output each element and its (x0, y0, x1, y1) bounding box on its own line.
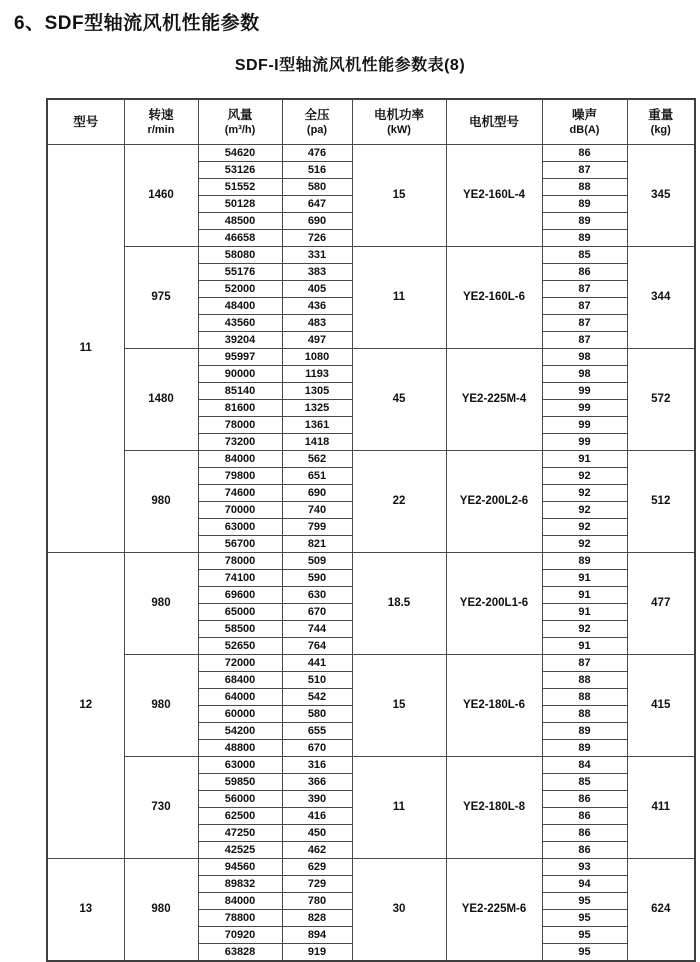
document-title: 6、SDF型轴流风机性能参数 (14, 13, 260, 34)
noise-cell: 95 (542, 927, 627, 944)
noise-cell: 99 (542, 434, 627, 451)
noise-cell: 91 (542, 587, 627, 604)
airflow-cell: 48800 (198, 740, 282, 757)
airflow-cell: 62500 (198, 808, 282, 825)
performance-table (46, 98, 696, 962)
noise-cell: 95 (542, 893, 627, 910)
table-row (47, 451, 695, 468)
pressure-cell: 647 (282, 196, 352, 213)
header-row (47, 99, 695, 145)
noise-cell: 89 (542, 230, 627, 247)
pressure-cell: 366 (282, 774, 352, 791)
airflow-cell: 70000 (198, 502, 282, 519)
noise-cell: 88 (542, 689, 627, 706)
airflow-cell: 78800 (198, 910, 282, 927)
pressure-cell: 894 (282, 927, 352, 944)
pressure-cell: 390 (282, 791, 352, 808)
column-header-label: 风量 (227, 107, 253, 122)
noise-cell: 93 (542, 859, 627, 876)
pressure-cell: 690 (282, 485, 352, 502)
power-cell: 11 (352, 247, 446, 349)
column-header-noise (542, 99, 627, 145)
noise-cell: 98 (542, 349, 627, 366)
airflow-cell: 56700 (198, 536, 282, 553)
table-row (47, 553, 695, 570)
motor-cell: YE2-200L2-6 (446, 451, 542, 553)
airflow-cell: 55176 (198, 264, 282, 281)
column-header-label: 型号 (73, 114, 99, 129)
power-cell: 11 (352, 757, 446, 859)
weight-cell: 624 (627, 859, 695, 962)
column-header-power (352, 99, 446, 145)
column-header-speed (124, 99, 198, 145)
noise-cell: 91 (542, 451, 627, 468)
noise-cell: 98 (542, 366, 627, 383)
pressure-cell: 744 (282, 621, 352, 638)
airflow-cell: 95997 (198, 349, 282, 366)
column-header-label: 电机型号 (468, 114, 519, 129)
airflow-cell: 90000 (198, 366, 282, 383)
model-cell: 12 (47, 553, 124, 859)
pressure-cell: 655 (282, 723, 352, 740)
column-header-unit: r/min (147, 123, 175, 136)
noise-cell: 85 (542, 247, 627, 264)
column-header-label: 全压 (304, 107, 330, 122)
airflow-cell: 70920 (198, 927, 282, 944)
airflow-cell: 63828 (198, 944, 282, 962)
airflow-cell: 84000 (198, 893, 282, 910)
pressure-cell: 562 (282, 451, 352, 468)
pressure-cell: 670 (282, 740, 352, 757)
motor-cell: YE2-160L-4 (446, 145, 542, 247)
pressure-cell: 670 (282, 604, 352, 621)
airflow-cell: 39204 (198, 332, 282, 349)
noise-cell: 92 (542, 536, 627, 553)
pressure-cell: 436 (282, 298, 352, 315)
pressure-cell: 580 (282, 706, 352, 723)
airflow-cell: 56000 (198, 791, 282, 808)
noise-cell: 88 (542, 706, 627, 723)
pressure-cell: 316 (282, 757, 352, 774)
pressure-cell: 497 (282, 332, 352, 349)
table-row (47, 655, 695, 672)
weight-cell: 572 (627, 349, 695, 451)
pressure-cell: 1080 (282, 349, 352, 366)
noise-cell: 89 (542, 740, 627, 757)
airflow-cell: 58500 (198, 621, 282, 638)
airflow-cell: 52000 (198, 281, 282, 298)
airflow-cell: 48400 (198, 298, 282, 315)
pressure-cell: 405 (282, 281, 352, 298)
motor-cell: YE2-180L-6 (446, 655, 542, 757)
noise-cell: 87 (542, 315, 627, 332)
weight-cell: 477 (627, 553, 695, 655)
motor-cell: YE2-180L-8 (446, 757, 542, 859)
noise-cell: 87 (542, 655, 627, 672)
pressure-cell: 690 (282, 213, 352, 230)
pressure-cell: 331 (282, 247, 352, 264)
airflow-cell: 78000 (198, 417, 282, 434)
power-cell: 30 (352, 859, 446, 962)
pressure-cell: 580 (282, 179, 352, 196)
model-cell: 13 (47, 859, 124, 962)
noise-cell: 86 (542, 791, 627, 808)
table-row (47, 859, 695, 876)
airflow-cell: 53126 (198, 162, 282, 179)
column-header-label: 转速 (148, 107, 174, 122)
pressure-cell: 780 (282, 893, 352, 910)
pressure-cell: 383 (282, 264, 352, 281)
column-header-unit: (pa) (306, 123, 328, 136)
weight-cell: 411 (627, 757, 695, 859)
noise-cell: 87 (542, 281, 627, 298)
airflow-cell: 50128 (198, 196, 282, 213)
noise-cell: 95 (542, 944, 627, 962)
noise-cell: 91 (542, 604, 627, 621)
table-header (47, 99, 695, 145)
noise-cell: 87 (542, 332, 627, 349)
airflow-cell: 54620 (198, 145, 282, 162)
speed-cell: 980 (124, 451, 198, 553)
noise-cell: 86 (542, 264, 627, 281)
noise-cell: 87 (542, 162, 627, 179)
pressure-cell: 516 (282, 162, 352, 179)
pressure-cell: 821 (282, 536, 352, 553)
pressure-cell: 483 (282, 315, 352, 332)
speed-cell: 1480 (124, 349, 198, 451)
airflow-cell: 59850 (198, 774, 282, 791)
column-header-label: 电机功率 (373, 107, 424, 122)
power-cell: 22 (352, 451, 446, 553)
airflow-cell: 81600 (198, 400, 282, 417)
column-header-weight (627, 99, 695, 145)
noise-cell: 91 (542, 570, 627, 587)
noise-cell: 88 (542, 179, 627, 196)
airflow-cell: 94560 (198, 859, 282, 876)
airflow-cell: 48500 (198, 213, 282, 230)
pressure-cell: 828 (282, 910, 352, 927)
airflow-cell: 43560 (198, 315, 282, 332)
airflow-cell: 65000 (198, 604, 282, 621)
pressure-cell: 476 (282, 145, 352, 162)
noise-cell: 99 (542, 400, 627, 417)
airflow-cell: 58080 (198, 247, 282, 264)
noise-cell: 86 (542, 808, 627, 825)
airflow-cell: 63000 (198, 519, 282, 536)
airflow-cell: 64000 (198, 689, 282, 706)
table-row (47, 349, 695, 366)
airflow-cell: 73200 (198, 434, 282, 451)
pressure-cell: 1361 (282, 417, 352, 434)
weight-cell: 344 (627, 247, 695, 349)
pressure-cell: 590 (282, 570, 352, 587)
pressure-cell: 1305 (282, 383, 352, 400)
column-header-model (47, 99, 124, 145)
pressure-cell: 799 (282, 519, 352, 536)
airflow-cell: 79800 (198, 468, 282, 485)
table-title: SDF-I型轴流风机性能参数表(8) (234, 57, 466, 74)
airflow-cell: 85140 (198, 383, 282, 400)
pressure-cell: 1325 (282, 400, 352, 417)
noise-cell: 89 (542, 723, 627, 740)
noise-cell: 91 (542, 638, 627, 655)
motor-cell: YE2-225M-6 (446, 859, 542, 962)
noise-cell: 89 (542, 196, 627, 213)
airflow-cell: 89832 (198, 876, 282, 893)
performance-table-wrapper (46, 98, 696, 962)
airflow-cell: 84000 (198, 451, 282, 468)
pressure-cell: 740 (282, 502, 352, 519)
airflow-cell: 69600 (198, 587, 282, 604)
pressure-cell: 764 (282, 638, 352, 655)
column-header-unit: (m³/h) (224, 123, 256, 136)
speed-cell: 1460 (124, 145, 198, 247)
noise-cell: 99 (542, 383, 627, 400)
pressure-cell: 1418 (282, 434, 352, 451)
pressure-cell: 630 (282, 587, 352, 604)
pressure-cell: 629 (282, 859, 352, 876)
column-header-unit: (kg) (650, 123, 671, 136)
pressure-cell: 509 (282, 553, 352, 570)
motor-cell: YE2-200L1-6 (446, 553, 542, 655)
column-header-unit: (kW) (387, 123, 411, 136)
power-cell: 45 (352, 349, 446, 451)
airflow-cell: 78000 (198, 553, 282, 570)
noise-cell: 92 (542, 519, 627, 536)
pressure-cell: 416 (282, 808, 352, 825)
motor-cell: YE2-225M-4 (446, 349, 542, 451)
airflow-cell: 68400 (198, 672, 282, 689)
airflow-cell: 42525 (198, 842, 282, 859)
table-row (47, 247, 695, 264)
noise-cell: 95 (542, 910, 627, 927)
noise-cell: 86 (542, 825, 627, 842)
airflow-cell: 72000 (198, 655, 282, 672)
power-cell: 15 (352, 655, 446, 757)
pressure-cell: 542 (282, 689, 352, 706)
airflow-cell: 63000 (198, 757, 282, 774)
column-header-label: 重量 (648, 107, 674, 122)
noise-cell: 99 (542, 417, 627, 434)
noise-cell: 86 (542, 842, 627, 859)
airflow-cell: 60000 (198, 706, 282, 723)
table-row (47, 145, 695, 162)
speed-cell: 980 (124, 655, 198, 757)
model-cell: 11 (47, 145, 124, 553)
table-body (47, 145, 695, 962)
noise-cell: 92 (542, 485, 627, 502)
table-row (47, 757, 695, 774)
noise-cell: 87 (542, 298, 627, 315)
airflow-cell: 46658 (198, 230, 282, 247)
pressure-cell: 450 (282, 825, 352, 842)
airflow-cell: 51552 (198, 179, 282, 196)
speed-cell: 975 (124, 247, 198, 349)
pressure-cell: 1193 (282, 366, 352, 383)
weight-cell: 345 (627, 145, 695, 247)
weight-cell: 415 (627, 655, 695, 757)
noise-cell: 84 (542, 757, 627, 774)
pressure-cell: 510 (282, 672, 352, 689)
noise-cell: 85 (542, 774, 627, 791)
column-header-airflow (198, 99, 282, 145)
column-header-unit: dB(A) (569, 123, 600, 136)
pressure-cell: 726 (282, 230, 352, 247)
column-header-label: 噪声 (571, 107, 597, 122)
column-header-pressure (282, 99, 352, 145)
pressure-cell: 462 (282, 842, 352, 859)
noise-cell: 88 (542, 672, 627, 689)
noise-cell: 86 (542, 145, 627, 162)
pressure-cell: 441 (282, 655, 352, 672)
noise-cell: 89 (542, 553, 627, 570)
noise-cell: 94 (542, 876, 627, 893)
noise-cell: 92 (542, 468, 627, 485)
weight-cell: 512 (627, 451, 695, 553)
noise-cell: 92 (542, 621, 627, 638)
motor-cell: YE2-160L-6 (446, 247, 542, 349)
airflow-cell: 54200 (198, 723, 282, 740)
pressure-cell: 651 (282, 468, 352, 485)
noise-cell: 89 (542, 213, 627, 230)
column-header-motor (446, 99, 542, 145)
speed-cell: 980 (124, 553, 198, 655)
power-cell: 15 (352, 145, 446, 247)
pressure-cell: 919 (282, 944, 352, 962)
airflow-cell: 74100 (198, 570, 282, 587)
noise-cell: 92 (542, 502, 627, 519)
airflow-cell: 74600 (198, 485, 282, 502)
speed-cell: 980 (124, 859, 198, 962)
speed-cell: 730 (124, 757, 198, 859)
power-cell: 18.5 (352, 553, 446, 655)
airflow-cell: 52650 (198, 638, 282, 655)
airflow-cell: 47250 (198, 825, 282, 842)
pressure-cell: 729 (282, 876, 352, 893)
